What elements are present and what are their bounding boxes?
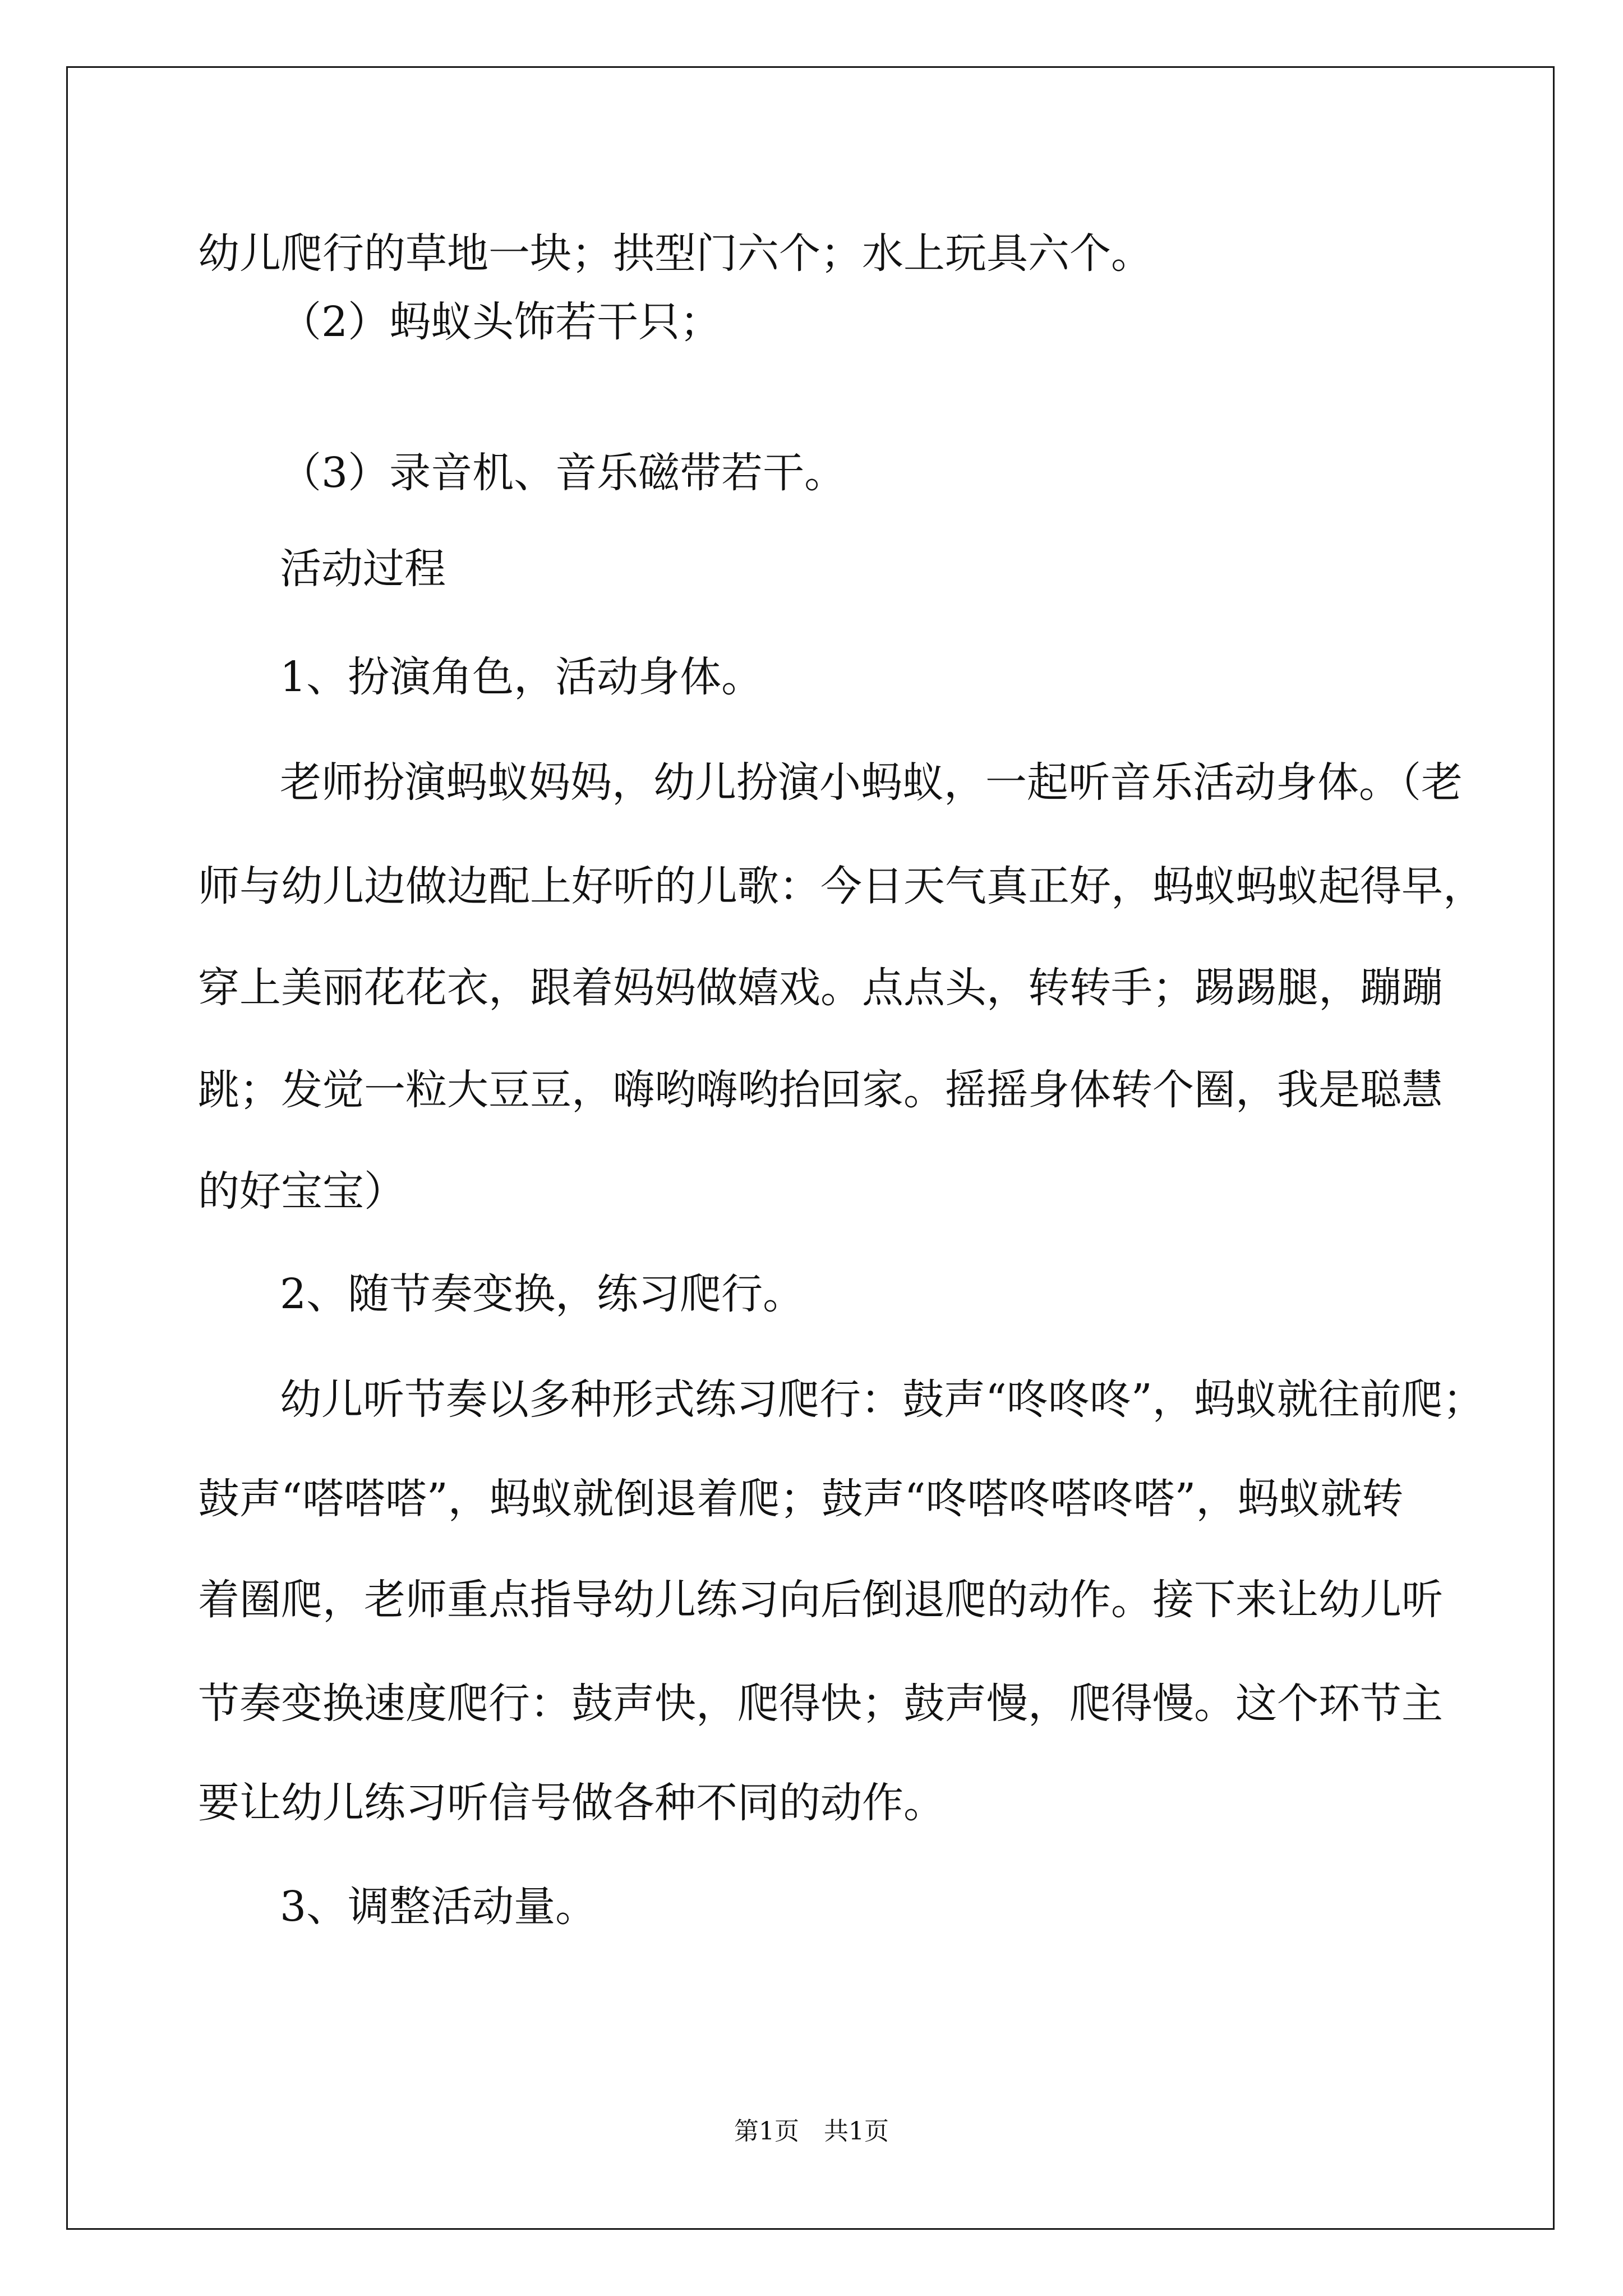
text-line: 老师扮演蚂蚁妈妈，幼儿扮演小蚂蚁，一起听音乐活动身体。（老	[280, 758, 1463, 807]
text-line: 节奏变换速度爬行：鼓声快，爬得快；鼓声慢，爬得慢。这个环节主	[198, 1680, 1443, 1728]
step-heading: 1、扮演角色，活动身体。	[280, 653, 763, 701]
text-line: （3）录音机、音乐磁带若干。	[280, 449, 846, 497]
text-line: 幼儿爬行的草地一块；拱型门六个；水上玩具六个。	[198, 229, 1152, 278]
section-heading: 活动过程	[280, 545, 446, 593]
text-line: 师与幼儿边做边配上好听的儿歌：今日天气真正好，蚂蚁蚂蚁起得早，	[198, 862, 1484, 910]
text-line: 幼儿听节奏以多种形式练习爬行：鼓声“咚咚咚”，蚂蚁就往前爬；	[280, 1375, 1484, 1424]
page-footer: 第1页 共1页	[734, 2117, 889, 2146]
text-line: 跳；发觉一粒大豆豆，嗨哟嗨哟抬回家。摇摇身体转个圈，我是聪慧	[198, 1066, 1443, 1114]
step-heading: 2、随节奏变换，练习爬行。	[280, 1270, 805, 1318]
text-line: 鼓声“嗒嗒嗒”，蚂蚁就倒退着爬；鼓声“咚嗒咚嗒咚嗒”，蚂蚁就转	[198, 1475, 1404, 1523]
text-line: （2）蚂蚁头饰若干只；	[280, 298, 722, 346]
step-heading: 3、调整活动量。	[280, 1883, 597, 1931]
text-line: 着圈爬，老师重点指导幼儿练习向后倒退爬的动作。接下来让幼儿听	[198, 1576, 1443, 1624]
text-line: 要让幼儿练习听信号做各种不同的动作。	[198, 1779, 945, 1827]
text-line: 穿上美丽花花衣，跟着妈妈做嬉戏。点点头，转转手；踢踢腿，蹦蹦	[198, 964, 1443, 1012]
text-line: 的好宝宝）	[198, 1167, 405, 1216]
